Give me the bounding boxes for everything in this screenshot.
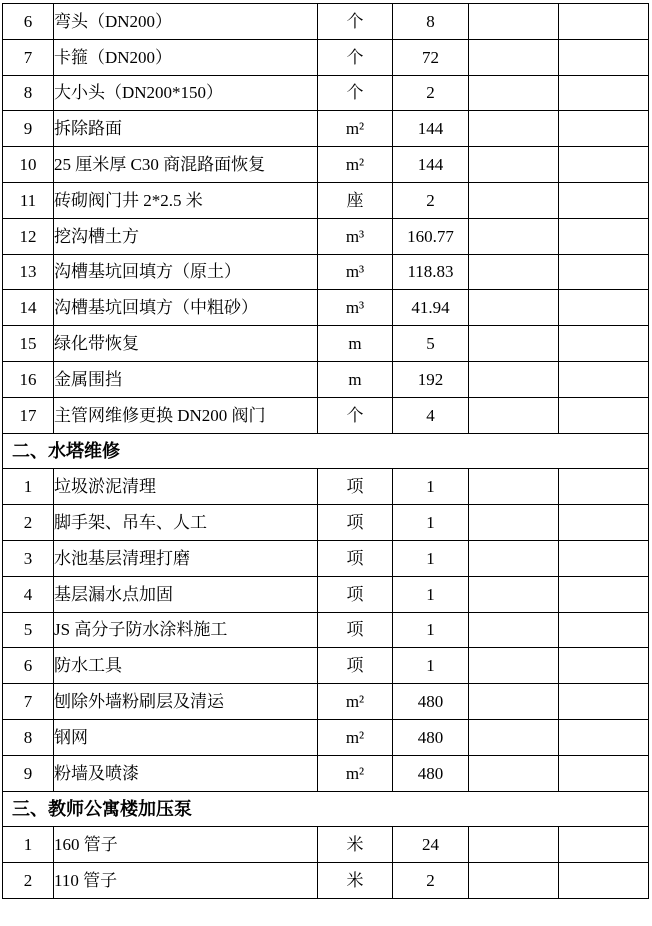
row-unit: 项 <box>318 576 393 612</box>
row-unit: 个 <box>318 75 393 111</box>
row-name: 刨除外墙粉刷层及清运 <box>54 684 318 720</box>
row-qty: 8 <box>393 4 469 40</box>
row-empty-cell-1 <box>469 540 559 576</box>
row-empty-cell-2 <box>559 182 649 218</box>
row-no: 1 <box>3 827 54 863</box>
row-unit: 项 <box>318 648 393 684</box>
row-name: 110 管子 <box>54 863 318 899</box>
row-qty: 2 <box>393 863 469 899</box>
row-no: 1 <box>3 469 54 505</box>
row-unit: 个 <box>318 397 393 433</box>
row-no: 8 <box>3 719 54 755</box>
row-name: 防水工具 <box>54 648 318 684</box>
row-name: 卡箍（DN200） <box>54 39 318 75</box>
row-empty-cell-2 <box>559 719 649 755</box>
section-header-row <box>3 791 649 827</box>
row-name: 拆除路面 <box>54 111 318 147</box>
row-no: 9 <box>3 755 54 791</box>
table-row <box>3 182 649 218</box>
table-row <box>3 719 649 755</box>
row-name: 沟槽基坑回填方（中粗砂） <box>54 290 318 326</box>
row-unit: 项 <box>318 505 393 541</box>
row-name: 金属围挡 <box>54 361 318 397</box>
table-row <box>3 147 649 183</box>
row-qty: 144 <box>393 147 469 183</box>
row-qty: 118.83 <box>393 254 469 290</box>
row-no: 13 <box>3 254 54 290</box>
section-header-cell: 三、教师公寓楼加压泵 <box>3 791 649 827</box>
row-unit: 个 <box>318 4 393 40</box>
row-no: 2 <box>3 863 54 899</box>
row-empty-cell-2 <box>559 111 649 147</box>
row-name: JS 高分子防水涂料施工 <box>54 612 318 648</box>
row-empty-cell-2 <box>559 827 649 863</box>
row-qty: 5 <box>393 326 469 362</box>
table-row <box>3 505 649 541</box>
row-name: 绿化带恢复 <box>54 326 318 362</box>
table-row <box>3 576 649 612</box>
row-qty: 2 <box>393 75 469 111</box>
row-unit: m <box>318 326 393 362</box>
row-name: 钢网 <box>54 719 318 755</box>
table-row <box>3 863 649 899</box>
row-empty-cell-1 <box>469 505 559 541</box>
row-empty-cell-2 <box>559 290 649 326</box>
table-row <box>3 397 649 433</box>
row-unit: m² <box>318 111 393 147</box>
row-empty-cell-1 <box>469 254 559 290</box>
row-unit: m² <box>318 719 393 755</box>
row-unit: 项 <box>318 612 393 648</box>
row-empty-cell-1 <box>469 648 559 684</box>
row-qty: 4 <box>393 397 469 433</box>
row-empty-cell-1 <box>469 576 559 612</box>
row-unit: 米 <box>318 863 393 899</box>
row-empty-cell-2 <box>559 505 649 541</box>
row-name: 基层漏水点加固 <box>54 576 318 612</box>
table-row <box>3 469 649 505</box>
row-empty-cell-1 <box>469 469 559 505</box>
table-row <box>3 755 649 791</box>
table-row <box>3 39 649 75</box>
row-qty: 1 <box>393 469 469 505</box>
row-empty-cell-2 <box>559 863 649 899</box>
row-qty: 480 <box>393 719 469 755</box>
row-name: 砖砌阀门井 2*2.5 米 <box>54 182 318 218</box>
row-no: 7 <box>3 39 54 75</box>
section-header-cell: 二、水塔维修 <box>3 433 649 469</box>
row-qty: 72 <box>393 39 469 75</box>
row-empty-cell-1 <box>469 290 559 326</box>
row-no: 17 <box>3 397 54 433</box>
row-no: 5 <box>3 612 54 648</box>
row-empty-cell-1 <box>469 218 559 254</box>
row-name: 弯头（DN200） <box>54 4 318 40</box>
table-row <box>3 111 649 147</box>
row-empty-cell-2 <box>559 254 649 290</box>
table-row <box>3 361 649 397</box>
row-empty-cell-1 <box>469 326 559 362</box>
table-row <box>3 648 649 684</box>
row-qty: 1 <box>393 612 469 648</box>
row-qty: 480 <box>393 755 469 791</box>
row-no: 2 <box>3 505 54 541</box>
row-unit: 项 <box>318 469 393 505</box>
row-empty-cell-1 <box>469 827 559 863</box>
row-qty: 24 <box>393 827 469 863</box>
row-empty-cell-1 <box>469 719 559 755</box>
row-unit: 座 <box>318 182 393 218</box>
row-empty-cell-2 <box>559 326 649 362</box>
row-empty-cell-1 <box>469 182 559 218</box>
row-empty-cell-1 <box>469 684 559 720</box>
row-empty-cell-2 <box>559 75 649 111</box>
row-empty-cell-2 <box>559 469 649 505</box>
row-empty-cell-2 <box>559 684 649 720</box>
table-row <box>3 827 649 863</box>
table-row <box>3 290 649 326</box>
row-name: 脚手架、吊车、人工 <box>54 505 318 541</box>
row-no: 16 <box>3 361 54 397</box>
row-name: 沟槽基坑回填方（原土） <box>54 254 318 290</box>
row-unit: m <box>318 361 393 397</box>
row-qty: 1 <box>393 540 469 576</box>
row-unit: m³ <box>318 254 393 290</box>
row-no: 12 <box>3 218 54 254</box>
row-no: 6 <box>3 648 54 684</box>
row-no: 7 <box>3 684 54 720</box>
row-unit: 项 <box>318 540 393 576</box>
row-empty-cell-1 <box>469 397 559 433</box>
row-empty-cell-2 <box>559 147 649 183</box>
row-unit: 米 <box>318 827 393 863</box>
row-empty-cell-2 <box>559 576 649 612</box>
row-qty: 1 <box>393 648 469 684</box>
row-empty-cell-2 <box>559 540 649 576</box>
row-empty-cell-2 <box>559 397 649 433</box>
row-qty: 160.77 <box>393 218 469 254</box>
row-name: 160 管子 <box>54 827 318 863</box>
row-empty-cell-2 <box>559 39 649 75</box>
row-name: 粉墙及喷漆 <box>54 755 318 791</box>
row-name: 水池基层清理打磨 <box>54 540 318 576</box>
row-name: 垃圾淤泥清理 <box>54 469 318 505</box>
quantity-table <box>2 3 649 899</box>
table-row <box>3 4 649 40</box>
table-row <box>3 612 649 648</box>
row-empty-cell-1 <box>469 612 559 648</box>
row-empty-cell-1 <box>469 147 559 183</box>
row-empty-cell-1 <box>469 4 559 40</box>
table-row <box>3 540 649 576</box>
row-empty-cell-1 <box>469 39 559 75</box>
row-empty-cell-1 <box>469 863 559 899</box>
row-qty: 2 <box>393 182 469 218</box>
row-empty-cell-1 <box>469 111 559 147</box>
row-no: 14 <box>3 290 54 326</box>
row-qty: 192 <box>393 361 469 397</box>
row-unit: m³ <box>318 218 393 254</box>
table-row <box>3 75 649 111</box>
row-no: 11 <box>3 182 54 218</box>
row-empty-cell-1 <box>469 755 559 791</box>
quantity-table-body <box>3 4 649 899</box>
row-empty-cell-2 <box>559 755 649 791</box>
row-no: 9 <box>3 111 54 147</box>
table-row <box>3 326 649 362</box>
row-unit: 个 <box>318 39 393 75</box>
row-empty-cell-2 <box>559 361 649 397</box>
row-name: 挖沟槽土方 <box>54 218 318 254</box>
section-header-row <box>3 433 649 469</box>
row-qty: 41.94 <box>393 290 469 326</box>
table-row <box>3 684 649 720</box>
row-no: 3 <box>3 540 54 576</box>
row-unit: m² <box>318 684 393 720</box>
row-empty-cell-2 <box>559 612 649 648</box>
table-row <box>3 254 649 290</box>
table-row <box>3 218 649 254</box>
row-unit: m² <box>318 147 393 183</box>
row-qty: 1 <box>393 576 469 612</box>
row-empty-cell-2 <box>559 218 649 254</box>
row-no: 4 <box>3 576 54 612</box>
row-empty-cell-2 <box>559 4 649 40</box>
row-name: 大小头（DN200*150） <box>54 75 318 111</box>
row-empty-cell-1 <box>469 75 559 111</box>
row-no: 8 <box>3 75 54 111</box>
row-empty-cell-2 <box>559 648 649 684</box>
row-unit: m² <box>318 755 393 791</box>
row-no: 10 <box>3 147 54 183</box>
row-unit: m³ <box>318 290 393 326</box>
row-no: 15 <box>3 326 54 362</box>
row-qty: 144 <box>393 111 469 147</box>
row-name: 主管网维修更换 DN200 阀门 <box>54 397 318 433</box>
row-qty: 480 <box>393 684 469 720</box>
row-qty: 1 <box>393 505 469 541</box>
row-no: 6 <box>3 4 54 40</box>
row-name: 25 厘米厚 C30 商混路面恢复 <box>54 147 318 183</box>
row-empty-cell-1 <box>469 361 559 397</box>
